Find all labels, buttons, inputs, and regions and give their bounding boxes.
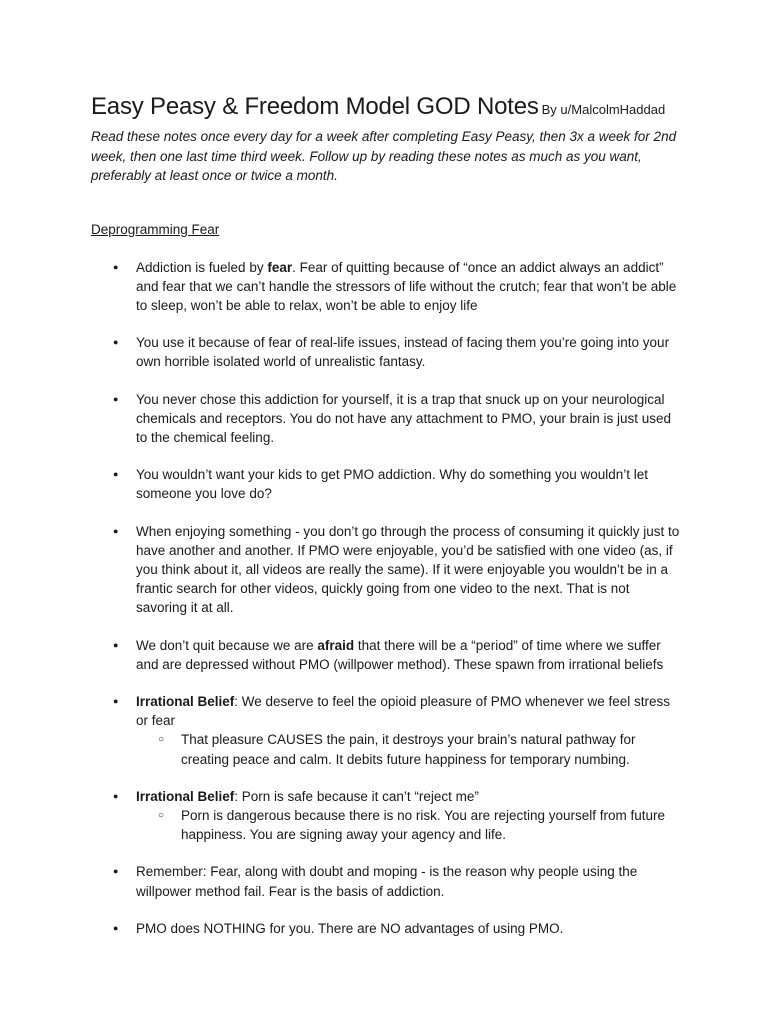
sub-bullet-list <box>136 806 681 844</box>
section-heading: Deprogramming Fear <box>91 221 220 237</box>
sub-bullet-list <box>136 730 681 768</box>
author-byline: By u/MalcolmHaddad <box>541 102 666 117</box>
bullet-item: ● Addiction is fueled by fear. Fear of quitting because of “once an addict always an addict” and fear that we can’t handle the stressors of life without the crutch; fear that won’t be able to sleep, won’t be able to relax, won’t be able to enjoy life <box>91 258 681 316</box>
bullet-item: ● You never chose this addiction for yourself, it is a trap that snuck up on your neurological chemicals and receptors. You do not have any attachment to PMO, your brain is just used to the chemical feeling. <box>91 390 681 448</box>
bullet-item: ● You wouldn’t want your kids to get PMO addiction. Why do something you wouldn’t let someone you love do? <box>91 465 681 503</box>
bullet-item: ● PMO does NOTHING for you. There are NO advantages of using PMO. <box>91 919 681 938</box>
bullet-item: ● We don’t quit because we are afraid that there will be a “period” of time where we suffer and are depressed without PMO (willpower method). These spawn from irrational beliefs <box>91 636 681 674</box>
bullet-item: ● When enjoying something - you don’t go through the process of consuming it quickly just to have another and another. If PMO were enjoyable, you’d be satisfied with one video (as, if you think about it, all videos are really the same). If it were enjoyable you wouldn’t be in a frantic search for other videos, quickly going from one video to the next. That is not savoring it at all. <box>91 522 681 618</box>
sub-bullet-item: ○ That pleasure CAUSES the pain, it destroys your brain’s natural pathway for creating peace and calm. It debits future happiness for temporary numbing. <box>136 730 681 768</box>
bullet-item: ● You use it because of fear of real-life issues, instead of facing them you’re going into your own horrible isolated world of unrealistic fantasy. <box>91 333 681 371</box>
bullet-item: ● Irrational Belief: Porn is safe because it can’t “reject me” ○ Porn is dangerous because there is no risk. You are rejecting yourself from future happiness. You are signing away your agency and life. <box>91 787 681 845</box>
bullet-item: ● Irrational Belief: We deserve to feel the opioid pleasure of PMO whenever we feel stress or fear ○ That pleasure CAUSES the pain, it destroys your brain’s natural pathway for creating peace and calm. It debits future happiness for temporary numbing. <box>91 692 681 769</box>
bullet-item: ● Remember: Fear, along with doubt and moping - is the reason why people using the willpower method fail. Fear is the basis of addiction. <box>91 862 681 900</box>
bullet-list <box>91 258 691 938</box>
intro-paragraph: Read these notes once every day for a week after completing Easy Peasy, then 3x a week for 2nd week, then one last time third week. Follow up by reading these notes as much as you want, preferably at least once or twice a month. <box>91 129 677 183</box>
document-title: Easy Peasy & Freedom Model GOD Notes <box>91 93 539 120</box>
title-line <box>91 92 691 125</box>
sub-bullet-item: ○ Porn is dangerous because there is no risk. You are rejecting yourself from future happiness. You are signing away your agency and life. <box>136 806 681 844</box>
document-page <box>91 92 691 956</box>
